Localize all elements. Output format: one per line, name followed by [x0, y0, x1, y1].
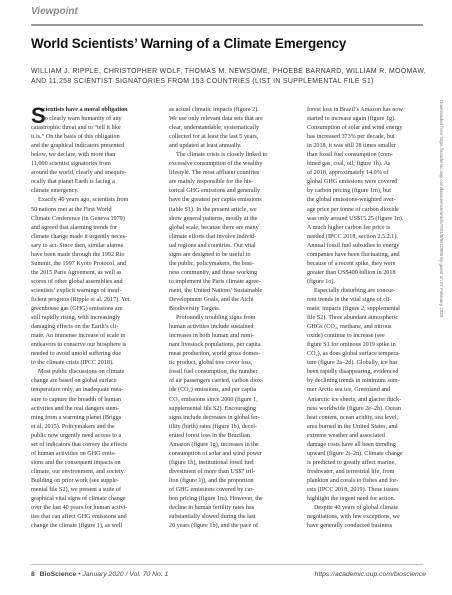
body-line: damage costs have all been trending — [307, 441, 396, 448]
body-line: has increased 373% per decade, but — [307, 134, 395, 141]
body-line: 20 years (figure 1b), and the pace of — [169, 523, 259, 530]
body-line: (figure 1o). — [307, 278, 335, 285]
body-line: decline in human fertility rates has — [169, 505, 255, 512]
body-line: and agreed that alarming trends for — [31, 224, 118, 231]
body-line: the global emissions-weighted aver- — [307, 197, 396, 204]
author-line: WILLIAM J. RIPPLE, CHRISTOPHER WOLF, THOMAS M. NEWSOME, PHOEBE BARNARD, WILLIAM R. MOOMAW, — [31, 68, 427, 75]
body-line: bon pricing (figure 1m). However, the — [169, 496, 263, 503]
body-line: change the climate (figure 1), as well — [31, 523, 123, 530]
body-line: of human activities on GHG emis- — [31, 450, 116, 457]
body-line: to the climate crisis (IPCC 2018). — [31, 360, 114, 367]
body-line: around the world, clearly and unequiv- — [31, 170, 127, 177]
journal-name: BioScience — [39, 571, 77, 578]
body-line: in 2018, it was still 28 times smaller — [307, 143, 397, 150]
body-line: companies have been fluctuating, and — [307, 251, 400, 258]
body-line: than fossil fuel consumption (com- — [307, 152, 393, 159]
body-line: ment, the United Nations’ Sustainable — [169, 287, 263, 294]
body-line: Building on prior work (see supple- — [31, 477, 119, 484]
body-line: erated forest loss in the Brazilian — [169, 432, 250, 439]
body-line: change are based on global surface — [31, 378, 117, 385]
body-line: was only around US$15.25 (figure 1n). — [307, 215, 404, 222]
body-line: are mainly responsible for the his- — [169, 179, 254, 186]
body-line: is predicted to greatly affect marine, — [307, 459, 396, 466]
body-line: CO₂), as does global surface tempera- — [307, 351, 401, 358]
body-column-1 — [31, 103, 149, 531]
footer-divider — [31, 564, 423, 565]
body-line: lifestyle. The most affluent countries — [169, 170, 260, 177]
body-line: show general patterns, mostly at the — [169, 215, 258, 222]
body-line: Especially disturbing are concur- — [314, 287, 396, 294]
body-line: matic impacts (figure 2, supplemental — [307, 306, 400, 313]
body-line: global scale, because there are many — [169, 224, 259, 231]
body-line: file S2). Three abundant atmospheric — [307, 315, 399, 322]
body-line: consumption of solar and wind power — [169, 450, 262, 457]
body-line: We use only relevant data sets that are — [169, 116, 263, 123]
body-line: over the last 40 years for human activi- — [31, 505, 128, 512]
body-line: (table S1). In the present article, we — [169, 206, 257, 213]
body-line: as actual climatic impacts (figure 2). — [169, 107, 259, 113]
body-line: heat content, ocean acidity, sea level, — [307, 414, 398, 421]
body-line: needed to avoid untold suffering due — [31, 351, 122, 358]
body-line: sary to act. Since then, similar alarms — [31, 242, 124, 249]
body-line: and the graphical indicators presented — [31, 143, 125, 150]
lead-line: cientists have a moral obligation — [43, 107, 128, 113]
body-line: climate efforts that involve individ- — [169, 233, 257, 240]
body-line: Summit, the 1997 Kyoto Protocol, and — [31, 260, 127, 267]
body-line: Annual fossil fuel subsidies to energy — [307, 242, 400, 249]
issue-info: • January 2020 / Vol. 70 No. 1 — [78, 571, 169, 578]
body-line: by carbon pricing (figure 1m), but — [307, 188, 391, 195]
body-line: Exactly 40 years ago, scientists from — [38, 197, 129, 204]
body-line: ests (IPCC 2018, 2019). These issues — [307, 486, 399, 493]
body-line: below, we declare, with more than — [31, 152, 116, 159]
body-line: mate. An immense increase of scale in — [31, 333, 126, 340]
body-line: ness community, and those working — [169, 269, 258, 276]
body-line: climate emergency. — [31, 188, 79, 195]
download-notice — [437, 100, 446, 530]
body-line: the 2015 Paris Agreement, as well as — [31, 269, 122, 276]
body-column-3 — [307, 106, 425, 531]
body-line: highlight the urgent need for action. — [307, 496, 396, 503]
body-line: signs are designed to be useful to — [169, 251, 251, 258]
body-line: public now urgently need access to a — [31, 432, 122, 439]
body-line: have generally conducted business — [307, 523, 393, 530]
body-line: rent trends in the vital signs of cli- — [307, 296, 392, 303]
body-line: ide (CO₂) emissions, and per capita — [169, 387, 257, 394]
body-line: nant livestock populations, per capita — [169, 342, 261, 349]
author-line: AND 11,258 SCIENTIST SIGNATORIES FROM 153 COUNTRIES (LIST IN SUPPLEMENTAL FILE S1) — [31, 78, 374, 86]
body-line: ficient progress (Ripple et al. 2017). Yet — [31, 296, 130, 303]
body-line: mental file S2), we present a suite of — [31, 486, 122, 493]
body-line: by declining trends in minimum sum- — [307, 378, 400, 385]
body-line: extreme weather and associated — [307, 432, 385, 439]
body-line: ual regions and countries. Our vital — [169, 242, 256, 249]
author-list — [31, 67, 426, 88]
body-line: 50 nations met at the First World — [31, 206, 112, 213]
body-line: negotiations, with few exceptions, we — [307, 514, 400, 521]
body-line: supplemental file S2). Encouraging — [169, 405, 256, 412]
body-line: divestment of more than US$7 tril- — [169, 468, 256, 475]
body-line: ties that can affect GHG emissions and — [31, 514, 127, 521]
body-line: set of indicators that convey the effects — [31, 441, 128, 448]
body-line: have the greatest per capita emissions — [169, 197, 262, 204]
body-line: tility (birth) rates (figure 1b), decel- — [169, 423, 257, 430]
body-line: greenhouse gas (GHG) emissions are — [31, 306, 123, 313]
body-line: clear, understandable, systematically — [169, 125, 260, 132]
body-line: human activities include sustained — [169, 324, 254, 331]
body-line: torical GHG emissions and generally — [169, 188, 261, 195]
body-line: (figure 1h), institutional fossil fuel — [169, 459, 254, 466]
body-line: CO₂ emissions since 2000 (figure 1, — [169, 396, 258, 403]
article-body — [31, 103, 426, 551]
body-line: catastrophic threat and to “tell it like — [31, 125, 121, 132]
body-line: The climate crisis is closely linked to — [176, 152, 268, 159]
drop-cap: S — [31, 103, 46, 128]
body-line: oxide) continue to increase (see — [307, 333, 385, 340]
body-line: damaging effects on the Earth’s cli- — [31, 324, 119, 331]
body-line: have been made through the 1992 Rio — [31, 251, 125, 258]
body-line: Antarctic ice sheets, and glacier thick- — [307, 396, 402, 403]
download-notice-text: Downloaded from https://academic.oup.com/bioscience/article/70/1/8/5610806 by guest on 07 February 2020 — [439, 100, 444, 318]
body-line: climate change made it urgently neces- — [31, 233, 127, 240]
body-line: tic product, global tree cover loss, — [169, 360, 253, 367]
header-divider — [31, 24, 423, 26]
body-line: ness worldwide (figure 2e–2h). Ocean — [307, 405, 401, 412]
body-line: and updated at least annually. — [169, 143, 242, 150]
body-line: forest loss in Brazil’s Amazon has now — [307, 107, 403, 113]
body-line: activities and the real dangers stem- — [31, 405, 120, 412]
body-line: to clearly warn humanity of any — [43, 116, 122, 123]
body-line: Most public discussions on climate — [38, 369, 125, 376]
body-line: to implement the Paris climate agree- — [169, 278, 261, 285]
body-line: Biodiversity Targets. — [169, 306, 221, 313]
body-line: Amazon (figure 1g), increases in the — [169, 441, 259, 448]
body-line: endeavors to conserve our biosphere is — [31, 342, 127, 349]
body-line: upward (figure 2i–2n). Climate change — [307, 450, 403, 457]
page-number: 8 — [31, 571, 35, 578]
body-line: ocally that planet Earth is facing a — [31, 179, 115, 186]
body-line: excessive consumption of the wealthy — [169, 161, 263, 168]
body-line: lion (figure 1j), and the proportion — [169, 477, 254, 484]
body-line: sions and the consequent impacts on — [31, 459, 121, 466]
body-line: needed (IPCC 2018, section 2.5.2.1). — [307, 233, 398, 240]
body-line: started to increase again (figure 1g). — [307, 116, 396, 123]
article-title: World Scientists’ Warning of a Climate Emergency — [31, 36, 347, 51]
body-line: graphical vital signs of climate change — [31, 496, 126, 503]
body-line: freshwater, and terrestrial life, from — [307, 468, 395, 475]
body-line: still rapidly rising, with increasingly — [31, 315, 121, 322]
body-line: collected for at least the last 5 years, — [169, 134, 259, 141]
body-line: the public, policymakers, the busi- — [169, 260, 254, 267]
body-line: figure S1 for ominous 2019 spike in — [307, 342, 396, 349]
body-line: of 2018, approximately 14.0% of — [307, 170, 389, 177]
body-line: temperature only, an inadequate mea- — [31, 387, 124, 394]
body-line: scores of other global assemblies and — [31, 278, 123, 285]
body-line: A much higher carbon fee price is — [307, 224, 391, 231]
body-line: fossil fuel consumption, the number — [169, 369, 258, 376]
body-line: Climate Conference (in Geneva 1979) — [31, 215, 125, 222]
body-line: climate, our environment, and society. — [31, 468, 125, 475]
section-label: Viewpoint — [31, 6, 78, 17]
body-line: plankton and corals to fishes and for- — [307, 477, 399, 484]
body-line: Development Goals, and the Aichi — [169, 296, 254, 303]
body-line: scientists’ explicit warnings of insuf- — [31, 287, 122, 294]
body-line: 11,000 scientist signatories from — [31, 161, 111, 168]
body-line: it is.” On the basis of this obligation — [31, 134, 120, 141]
body-line: of GHG emissions covered by car- — [169, 486, 255, 493]
body-line: because of a recent spike, they were — [307, 260, 396, 267]
body-line: ture (figure 2a–2d). Globally, ice has — [307, 360, 398, 367]
body-line: et al. 2015). Policymakers and the — [31, 423, 115, 430]
body-line: global GHG emissions were covered — [307, 179, 398, 186]
footer-citation — [31, 571, 168, 578]
journal-url-link[interactable]: https://academic.oup.com/bioscience — [314, 571, 426, 578]
body-column-2 — [169, 106, 287, 531]
body-line: sure to capture the breadth of human — [31, 396, 122, 403]
body-line: Profoundly troubling signs from — [176, 315, 256, 322]
body-line: meat production, world gross domes- — [169, 351, 261, 358]
body-line: of air passengers carried, carbon diox- — [169, 378, 264, 385]
body-line: Despite 40 years of global climate — [314, 505, 399, 512]
body-line: GHGs (CO₂, methane, and nitrous — [307, 324, 392, 331]
body-line: substantially slowed during the last — [169, 514, 256, 521]
body-line: area burned in the United States, and — [307, 423, 398, 430]
body-line: age price per tonne of carbon dioxide — [307, 206, 399, 213]
body-line: signs include decreases in global fer- — [169, 414, 260, 421]
body-line: Consumption of solar and wind energy — [307, 125, 403, 132]
body-line: ming from a warming planet (Briggs — [31, 414, 122, 421]
body-line: mer Arctic sea ice, Greenland and — [307, 387, 391, 394]
body-line: been rapidly disappearing, evidenced — [307, 369, 399, 376]
body-line: bined gas, coal, oil; figure 1h). As — [307, 161, 391, 168]
body-line: greater than US$400 billion in 2018 — [307, 269, 396, 276]
body-line: increases in both human and rumi- — [169, 333, 255, 340]
